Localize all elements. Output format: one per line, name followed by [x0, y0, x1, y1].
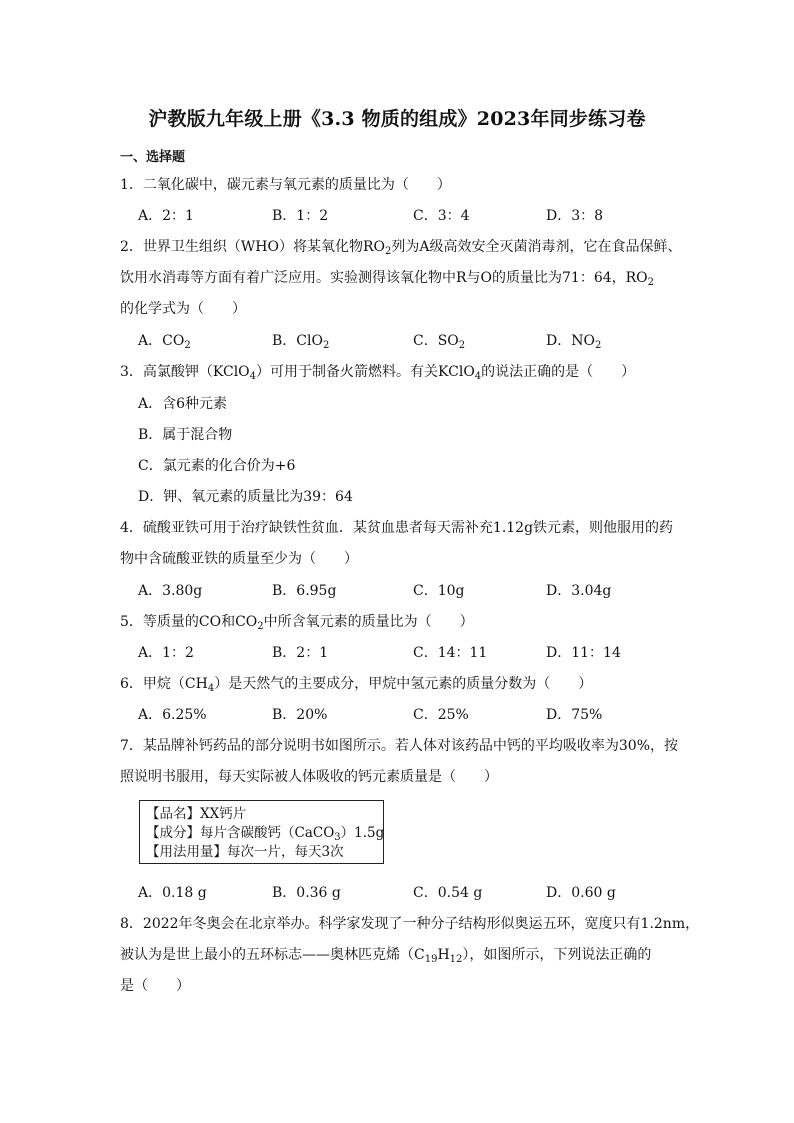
question-7-line-1: 7．某品牌补钙药品的部分说明书如图所示。若人体对该药品中钙的平均吸收率为30%，按 [120, 738, 679, 754]
subscript: 2 [322, 340, 330, 351]
q2-text: 饮用水消毒等方面有着广泛应用。实验测得该氧化物中R与O的质量比为71：64，RO [120, 270, 648, 286]
q8-text: 被认为是世上最小的五环标志——奥林匹克烯（C [120, 947, 425, 963]
q3-option-d[interactable]: D．钾、氧元素的质量比为39：64 [138, 489, 353, 505]
q6-option-b[interactable]: B．20% [272, 707, 328, 723]
subscript: 4 [207, 683, 215, 694]
q1-option-c[interactable]: C．3：4 [413, 208, 470, 224]
q1-option-a[interactable]: A．2：1 [138, 208, 194, 224]
q5-text: 中所含氧元素的质量比为（ ） [263, 614, 474, 630]
label-dosage: 【用法用量】每次一片，每天3次 [146, 844, 344, 860]
option-text: B．ClO [272, 333, 323, 349]
subscript: 2 [594, 340, 602, 351]
subscript: 2 [184, 340, 191, 351]
q3-option-b[interactable]: B．属于混合物 [138, 427, 233, 443]
label-text: ）1.5g [340, 825, 385, 841]
q3-option-a[interactable]: A．含6种元素 [138, 396, 228, 412]
option-text: A．CO [138, 333, 185, 349]
q2-option-b[interactable] [272, 331, 329, 351]
question-7-line-2: 照说明书服用，每天实际被人体吸收的钙元素质量是（ ） [120, 769, 498, 785]
question-8-line-2 [120, 945, 651, 965]
question-3-stem [120, 362, 635, 382]
q1-option-b[interactable]: B．1：2 [272, 208, 329, 224]
q2-text: 列为A级高效安全灭菌消毒剂，它在食品保鲜、 [391, 239, 682, 255]
q7-option-d[interactable]: D．0.60 g [546, 885, 616, 901]
subscript: 19 [424, 954, 438, 965]
page-title: 沪教版九年级上册《3.3 物质的组成》2023年同步练习卷 [148, 108, 646, 130]
q4-option-c[interactable]: C．10g [413, 583, 465, 599]
q3-option-c[interactable]: C．氯元素的化合价为+6 [138, 458, 296, 474]
q2-option-c[interactable] [413, 331, 465, 351]
q6-text: 6．甲烷（CH [120, 676, 208, 692]
q4-option-a[interactable]: A．3.80g [138, 583, 203, 599]
q7-option-b[interactable]: B．0.36 g [272, 885, 341, 901]
question-1-stem: 1．二氧化碳中，碳元素与氧元素的质量比为（ ） [120, 177, 451, 193]
question-5-stem [120, 612, 474, 632]
subscript: 3 [334, 832, 341, 843]
q8-text: H [437, 947, 450, 963]
q8-text: ），如图所示，下列说法正确的 [462, 947, 652, 963]
medicine-label-box [139, 800, 384, 864]
question-2-line-1 [120, 237, 682, 257]
q7-option-a[interactable]: A．0.18 g [138, 885, 207, 901]
q6-option-d[interactable]: D．75% [546, 707, 603, 723]
q5-text: 5．等质量的CO和CO [120, 614, 258, 630]
subscript: 2 [385, 246, 392, 257]
q5-option-c[interactable]: C．14：11 [413, 645, 488, 661]
q2-text: 2．世界卫生组织（WHO）将某氧化物RO [120, 239, 386, 255]
q5-option-d[interactable]: D．11：14 [546, 645, 621, 661]
subscript: 2 [458, 340, 466, 351]
label-text: 【成分】每片含碳酸钙（CaCO [146, 825, 335, 841]
q6-option-c[interactable]: C．25% [413, 707, 469, 723]
q4-option-d[interactable]: D．3.04g [546, 583, 612, 599]
question-8-line-3: 是（ ） [120, 978, 190, 994]
q6-text: ）是天然气的主要成分，甲烷中氢元素的质量分数为（ ） [214, 676, 593, 692]
label-product-name: 【品名】XX钙片 [146, 806, 247, 822]
subscript: 2 [647, 277, 655, 288]
question-6-stem [120, 674, 592, 694]
subscript: 4 [474, 371, 482, 382]
q4-option-b[interactable]: B．6.95g [272, 583, 337, 599]
q3-text: 的说法正确的是（ ） [481, 364, 636, 380]
section-heading: 一、选择题 [120, 150, 186, 165]
q5-option-a[interactable]: A．1：2 [138, 645, 194, 661]
q7-option-c[interactable]: C．0.54 g [413, 885, 483, 901]
label-ingredients [146, 824, 383, 843]
q5-option-b[interactable]: B．2：1 [272, 645, 329, 661]
question-2-line-2 [120, 268, 654, 288]
subscript: 2 [257, 621, 264, 632]
q2-option-d[interactable] [546, 331, 601, 351]
q2-option-a[interactable] [138, 331, 191, 351]
question-8-line-1: 8．2022年冬奥会在北京举办。科学家发现了一种分子结构形似奥运五环，宽度只有1.2nm， [120, 916, 700, 932]
q3-text: 3．高氯酸钾（KClO [120, 364, 250, 380]
q3-text: ）可用于制备火箭燃料。有关KClO [256, 364, 475, 380]
option-text: C．SO [413, 333, 459, 349]
q1-option-d[interactable]: D．3：8 [546, 208, 604, 224]
question-2-line-3: 的化学式为（ ） [120, 301, 246, 317]
q6-option-a[interactable]: A．6.25% [138, 707, 207, 723]
subscript: 4 [249, 371, 257, 382]
question-4-line-1: 4．硫酸亚铁可用于治疗缺铁性贫血．某贫血患者每天需补充1.12g铁元素，则他服用的药 [120, 520, 674, 536]
option-text: D．NO [546, 333, 595, 349]
subscript: 12 [449, 954, 463, 965]
question-4-line-2: 物中含硫酸亚铁的质量至少为（ ） [120, 551, 358, 567]
